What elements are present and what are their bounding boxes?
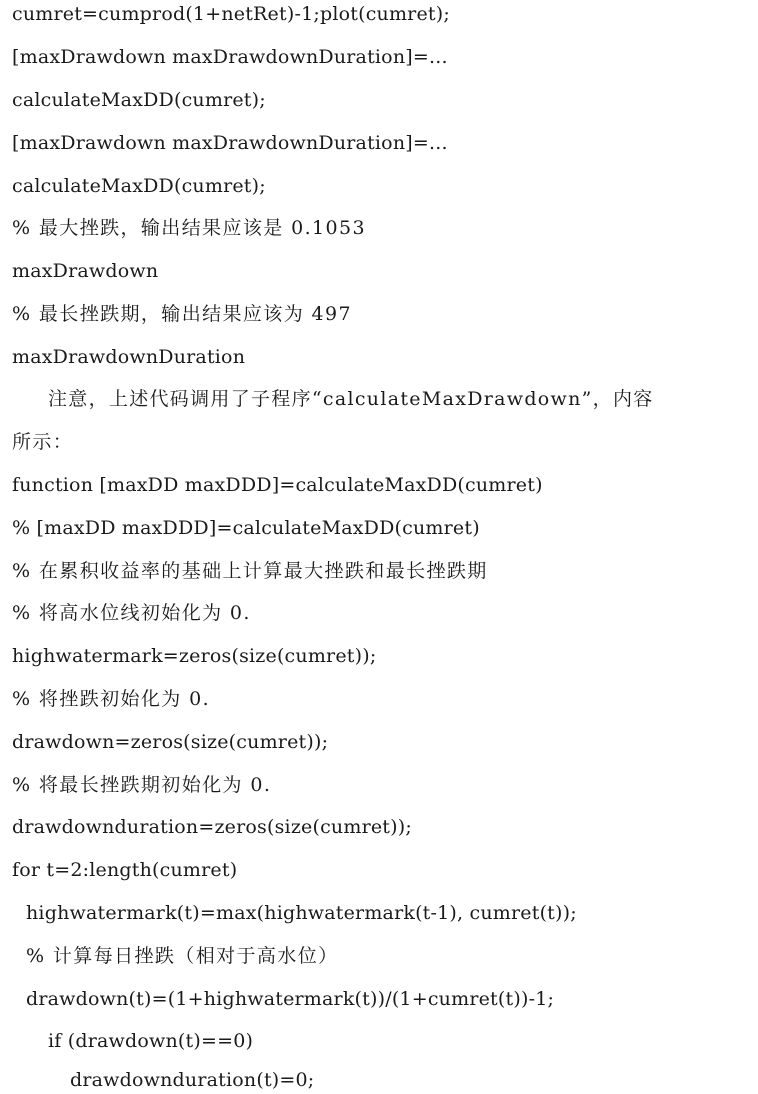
code-line: [maxDrawdown maxDrawdownDuration]=... (12, 46, 448, 68)
code-line: for t=2:length(cumret) (12, 859, 238, 881)
code-line: highwatermark(t)=max(highwatermark(t-1), cumret(t)); (26, 902, 577, 924)
code-line: highwatermark=zeros(size(cumret)); (12, 645, 377, 667)
code-line: [maxDrawdown maxDrawdownDuration]=... (12, 132, 448, 154)
paragraph-line: 所示： (12, 431, 74, 453)
paragraph-line: 注意，上述代码调用了子程序“calculateMaxDrawdown”，内容 (48, 388, 654, 410)
code-line: drawdown=zeros(size(cumret)); (12, 731, 329, 753)
code-line: cumret=cumprod(1+netRet)-1;plot(cumret); (12, 3, 450, 25)
code-line: drawdown(t)=(1+highwatermark(t))/(1+cumret(t))-1; (26, 988, 555, 1010)
comment-line: % 将挫跌初始化为 0. (12, 688, 211, 710)
comment-line: % 将高水位线初始化为 0. (12, 602, 251, 624)
comment-line: % 在累积收益率的基础上计算最大挫跌和最长挫跌期 (12, 560, 488, 582)
code-line: if (drawdown(t)==0) (48, 1030, 254, 1052)
comment-line: % 最大挫跌，输出结果应该是 0.1053 (12, 217, 367, 239)
comment-line: % 将最长挫跌期初始化为 0. (12, 774, 272, 796)
code-line: calculateMaxDD(cumret); (12, 89, 266, 111)
code-line: maxDrawdownDuration (12, 346, 246, 368)
comment-line: % 计算每日挫跌（相对于高水位） (26, 945, 339, 967)
code-line: drawdownduration=zeros(size(cumret)); (12, 816, 412, 838)
code-line: function [maxDD maxDDD]=calculateMaxDD(cumret) (12, 474, 543, 496)
comment-line: % 最长挫跌期，输出结果应该为 497 (12, 303, 352, 325)
code-line: drawdownduration(t)=0; (70, 1069, 315, 1091)
code-line: calculateMaxDD(cumret); (12, 175, 266, 197)
code-line: maxDrawdown (12, 260, 159, 282)
comment-line: % [maxDD maxDDD]=calculateMaxDD(cumret) (12, 517, 480, 539)
